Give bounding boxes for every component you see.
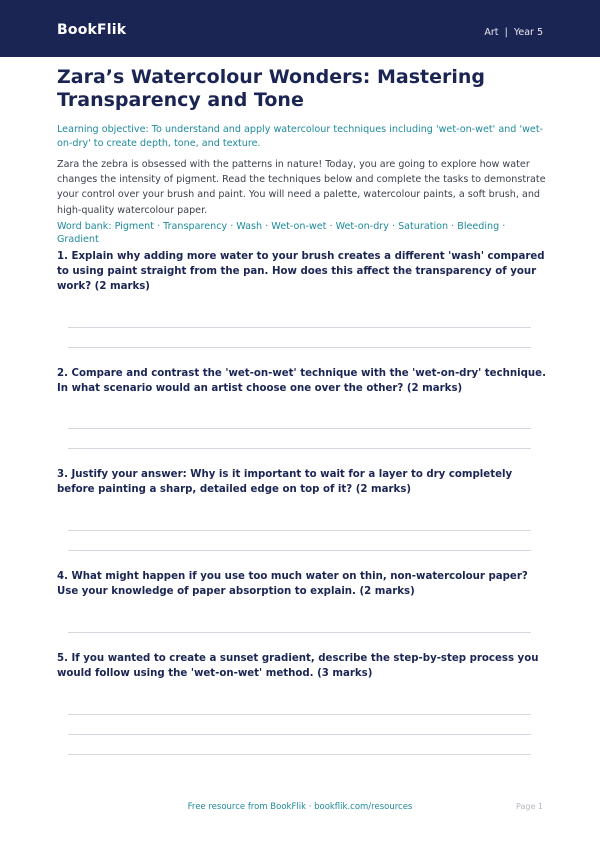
answer-line[interactable] [68,734,531,735]
page-number: Page 1 [516,802,543,811]
answer-line[interactable] [68,714,531,715]
question-4: 4. What might happen if you use too much water on thin, non-watercolour paper? Use your knowledge of paper absorption to explain. (2 marks) [57,571,528,597]
answer-line[interactable] [68,428,531,429]
answer-line[interactable] [68,632,531,633]
answer-line[interactable] [68,754,531,755]
word-bank: Word bank: Pigment · Transparency · Wash · Wet-on-wet · Wet-on-dry · Saturation · Bleeding · Gradient [57,221,506,245]
answer-line[interactable] [68,347,531,348]
page-header [0,0,600,57]
question-3: 3. Justify your answer: Why is it important to wait for a layer to dry completely before painting a sharp, detailed edge on top of it? (2 marks) [57,469,513,495]
learning-objective: Learning objective: To understand and apply watercolour techniques including 'wet-on-wet' and 'wet-on-dry' to create depth, tone, and texture. [57,124,544,149]
question-1: 1. Explain why adding more water to your brush creates a different 'wash' compared to using paint straight from the pan. How does this affect the transparency of your work? (2 marks) [57,251,545,292]
answer-line[interactable] [68,327,531,328]
question-2: 2. Compare and contrast the 'wet-on-wet' technique with the 'wet-on-dry' technique. In what scenario would an artist choose one over the other? (2 marks) [57,368,546,394]
brand-logo[interactable]: BookFlik [57,22,127,38]
question-5: 5. If you wanted to create a sunset gradient, describe the step-by-step process you would follow using the 'wet-on-wet' method. (3 marks) [57,653,539,679]
footer-link[interactable]: Free resource from BookFlik · bookflik.com/resources [187,802,413,812]
intro-paragraph: Zara the zebra is obsessed with the patterns in nature! Today, you are going to explore how water changes the intensity of pigment. Read the techniques below and complete the tasks to demonstrate your control over your brush and paint. You will need a palette, watercolour paints, a soft brush, and high-quality watercolour paper. [57,159,546,216]
answer-line[interactable] [68,550,531,551]
answer-line[interactable] [68,530,531,531]
worksheet-title: Zara’s Watercolour Wonders: Mastering Transparency and Tone [57,66,486,111]
answer-line[interactable] [68,448,531,449]
subject-year-label: Art | Year 5 [484,27,543,38]
